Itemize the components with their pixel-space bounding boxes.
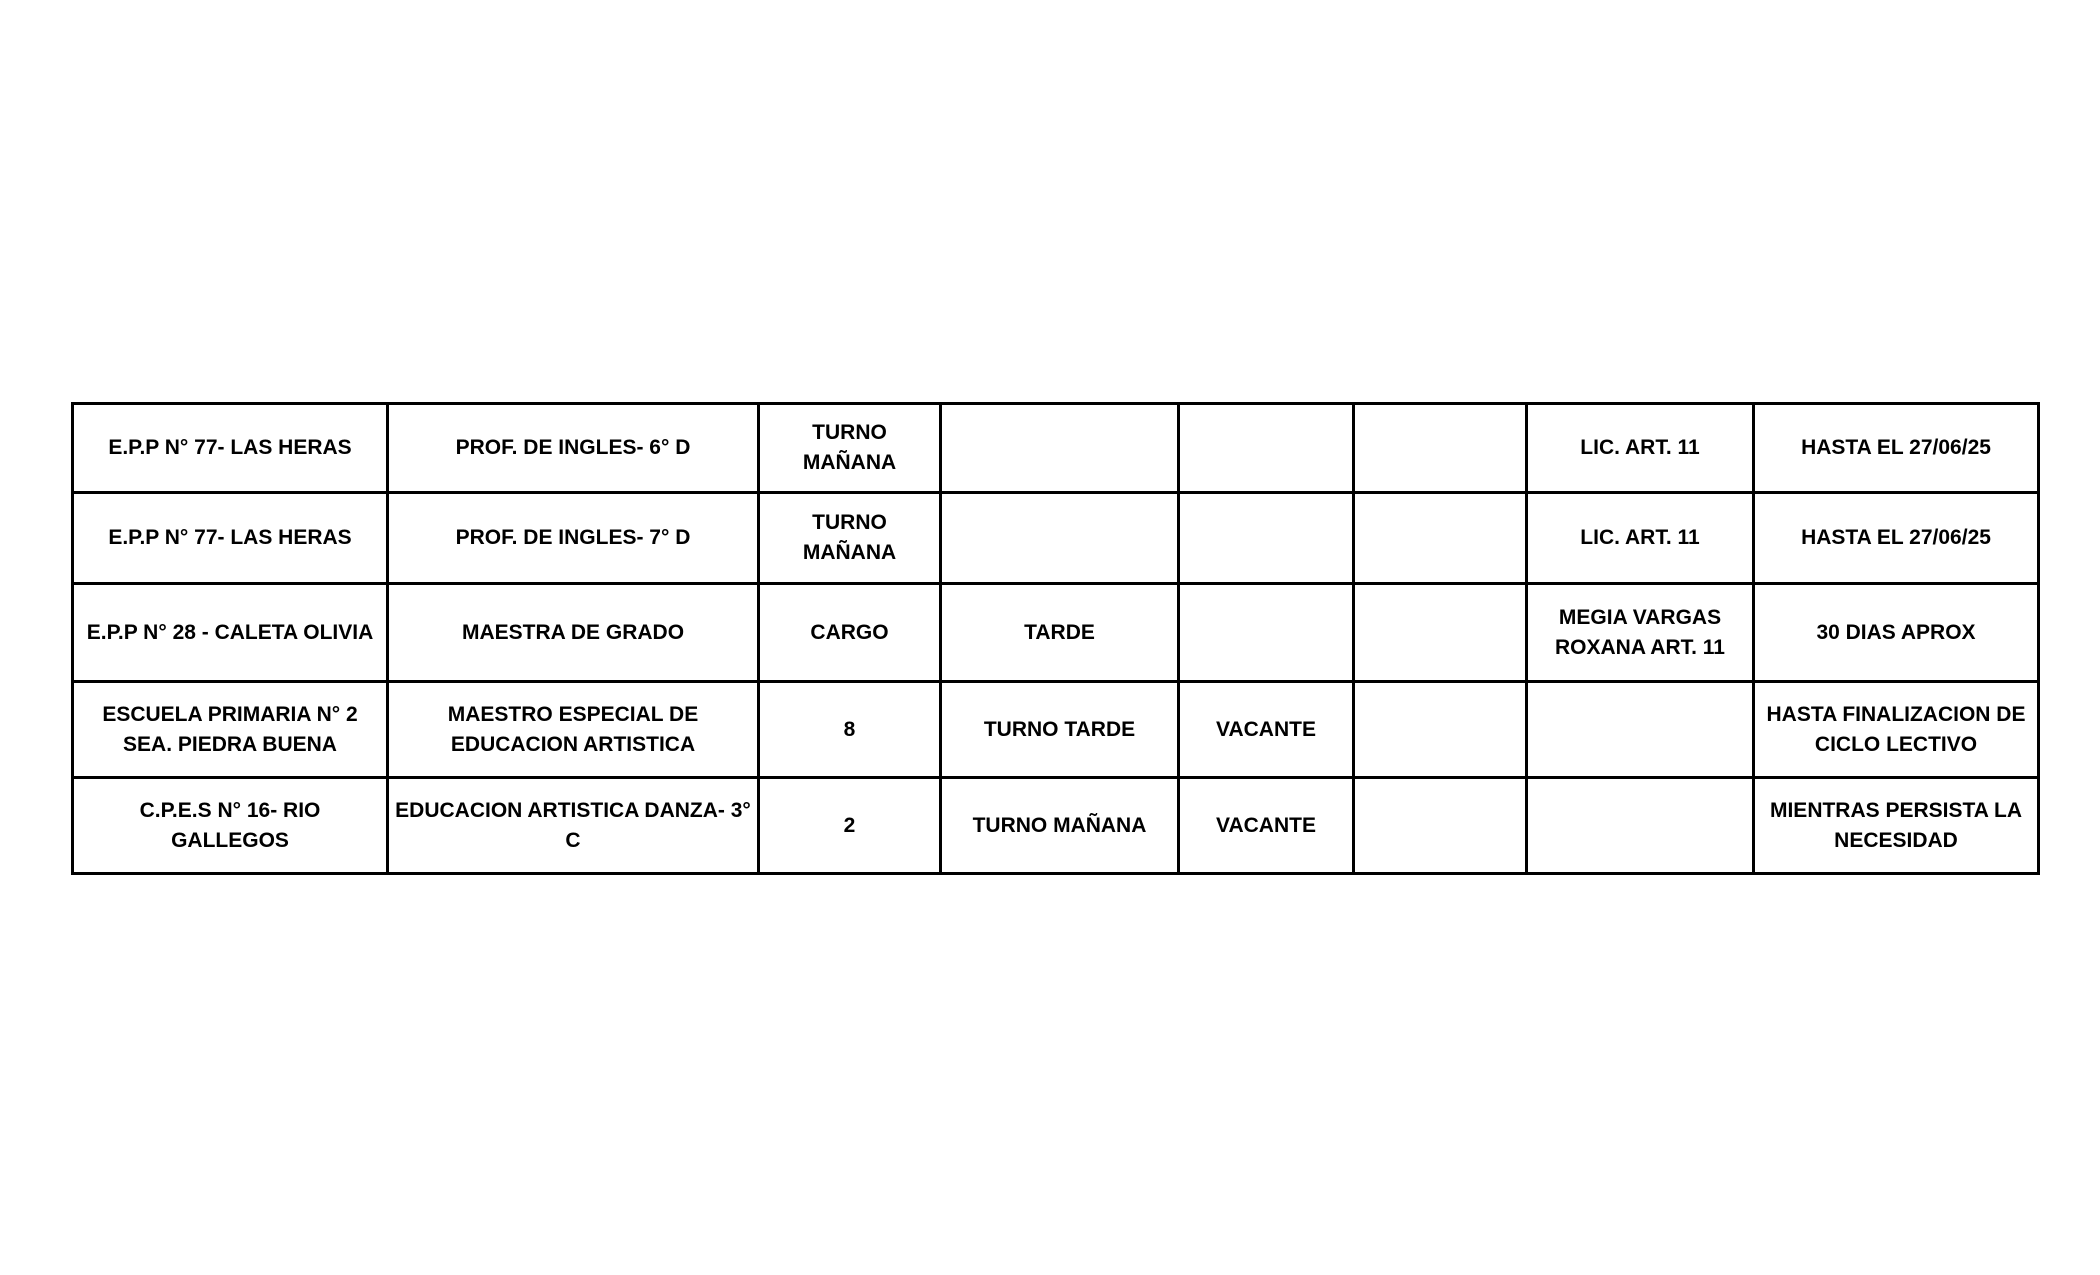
cell-shift: TURNO MAÑANA bbox=[941, 778, 1179, 874]
table-row bbox=[73, 404, 2039, 493]
table-row bbox=[73, 682, 2039, 778]
cell-shift: TARDE bbox=[941, 584, 1179, 682]
cell-shift bbox=[941, 404, 1179, 493]
cell-position: MAESTRO ESPECIAL DE EDUCACION ARTISTICA bbox=[388, 682, 759, 778]
cell-status: VACANTE bbox=[1179, 682, 1354, 778]
cell-reason: LIC. ART. 11 bbox=[1527, 404, 1754, 493]
cell-status bbox=[1179, 404, 1354, 493]
cell-blank bbox=[1354, 682, 1527, 778]
cell-status bbox=[1179, 493, 1354, 584]
cell-hours-shift: TURNO MAÑANA bbox=[759, 493, 941, 584]
cell-position: PROF. DE INGLES- 6° D bbox=[388, 404, 759, 493]
cell-duration: MIENTRAS PERSISTA LA NECESIDAD bbox=[1754, 778, 2039, 874]
cell-blank bbox=[1354, 404, 1527, 493]
cell-hours-shift: 2 bbox=[759, 778, 941, 874]
cell-hours-shift: CARGO bbox=[759, 584, 941, 682]
cell-duration: 30 DIAS APROX bbox=[1754, 584, 2039, 682]
table-row bbox=[73, 584, 2039, 682]
cell-status bbox=[1179, 584, 1354, 682]
vacancy-table bbox=[71, 402, 2040, 875]
cell-duration: HASTA EL 27/06/25 bbox=[1754, 404, 2039, 493]
cell-duration: HASTA FINALIZACION DE CICLO LECTIVO bbox=[1754, 682, 2039, 778]
cell-duration: HASTA EL 27/06/25 bbox=[1754, 493, 2039, 584]
cell-reason: LIC. ART. 11 bbox=[1527, 493, 1754, 584]
cell-hours-shift: 8 bbox=[759, 682, 941, 778]
cell-school: E.P.P N° 28 - CALETA OLIVIA bbox=[73, 584, 388, 682]
cell-status: VACANTE bbox=[1179, 778, 1354, 874]
cell-position: MAESTRA DE GRADO bbox=[388, 584, 759, 682]
cell-blank bbox=[1354, 584, 1527, 682]
cell-blank bbox=[1354, 493, 1527, 584]
table-row bbox=[73, 493, 2039, 584]
cell-position: EDUCACION ARTISTICA DANZA- 3° C bbox=[388, 778, 759, 874]
cell-school: ESCUELA PRIMARIA N° 2 SEA. PIEDRA BUENA bbox=[73, 682, 388, 778]
cell-reason: MEGIA VARGAS ROXANA ART. 11 bbox=[1527, 584, 1754, 682]
cell-school: E.P.P N° 77- LAS HERAS bbox=[73, 404, 388, 493]
cell-position: PROF. DE INGLES- 7° D bbox=[388, 493, 759, 584]
cell-school: E.P.P N° 77- LAS HERAS bbox=[73, 493, 388, 584]
table-row bbox=[73, 778, 2039, 874]
cell-blank bbox=[1354, 778, 1527, 874]
cell-shift: TURNO TARDE bbox=[941, 682, 1179, 778]
cell-reason bbox=[1527, 682, 1754, 778]
cell-reason bbox=[1527, 778, 1754, 874]
cell-shift bbox=[941, 493, 1179, 584]
cell-school: C.P.E.S N° 16- RIO GALLEGOS bbox=[73, 778, 388, 874]
cell-hours-shift: TURNO MAÑANA bbox=[759, 404, 941, 493]
